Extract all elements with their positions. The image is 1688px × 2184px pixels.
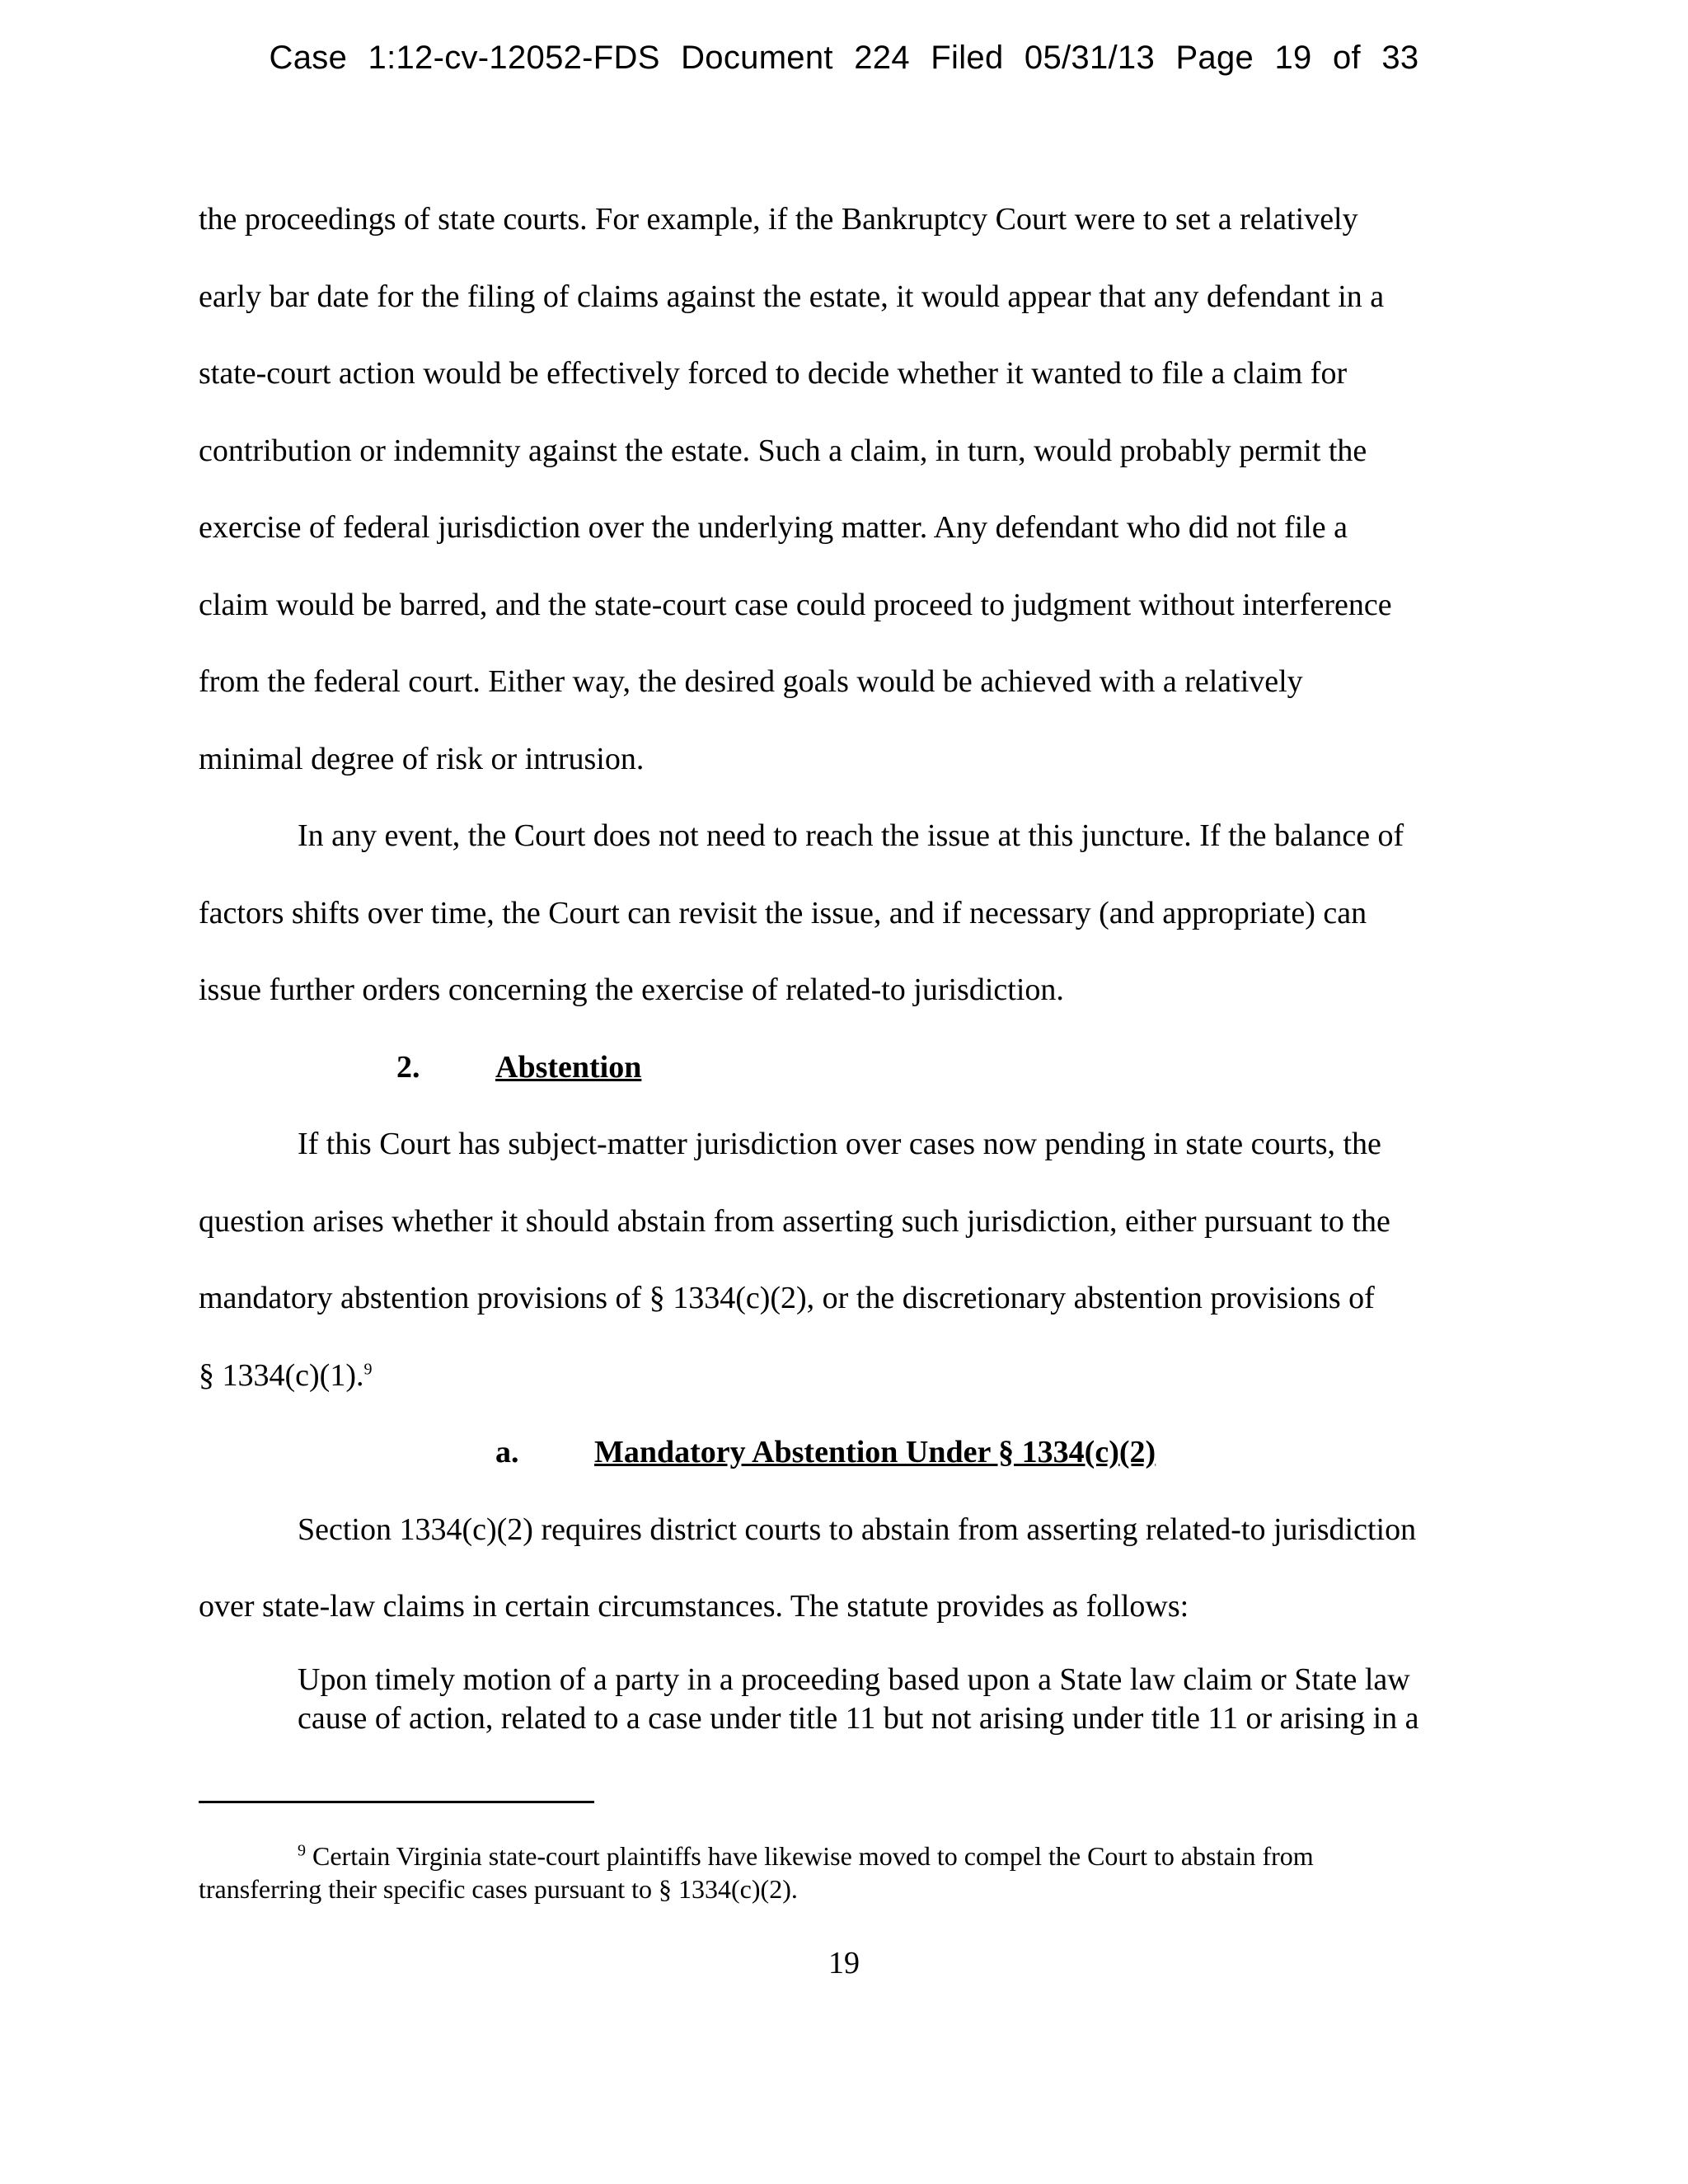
paragraph-line: In any event, the Court does not need to reach the issue at this juncture. If the balance of [298, 818, 1404, 853]
paragraph-text: § 1334(c)(1). [199, 1357, 364, 1393]
paragraph-line: over state-law claims in certain circumstances. The statute provides as follows: [199, 1589, 1189, 1624]
paragraph-line: issue further orders concerning the exercise of related-to jurisdiction. [199, 972, 1064, 1007]
quote-line: cause of action, related to a case under title 11 but not arising under title 11 or arising in a [298, 1701, 1419, 1736]
paragraph-line: state-court action would be effectively forced to decide whether it wanted to file a claim for [199, 356, 1348, 391]
filed-date: Filed 05/31/13 [931, 40, 1156, 76]
footnote-text: Certain Virginia state-court plaintiffs have likewise moved to compel the Court to abstain from [312, 1841, 1314, 1871]
footnote-line [199, 1840, 1484, 1872]
paragraph-line: the proceedings of state courts. For example, if the Bankruptcy Court were to set a relatively [199, 202, 1358, 237]
paragraph-line: mandatory abstention provisions of § 1334(c)(2), or the discretionary abstention provisions of [199, 1281, 1375, 1315]
footnote-separator [199, 1801, 594, 1803]
paragraph-line-with-footnote [199, 1354, 1493, 1432]
quote-line: Upon timely motion of a party in a proceeding based upon a State law claim or State law [298, 1662, 1410, 1697]
subsection-heading-mandatory-abstention [199, 1431, 1493, 1508]
subsection-number: a. [495, 1435, 519, 1469]
document-number: Document 224 [681, 40, 910, 76]
footnote-line: transferring their specific cases pursuant to § 1334(c)(2). [199, 1874, 798, 1904]
paragraph-line: from the federal court. Either way, the desired goals would be achieved with a relatively [199, 664, 1303, 699]
footnote-reference[interactable]: 9 [363, 1359, 373, 1378]
case-header [0, 36, 1688, 79]
paragraph-line: question arises whether it should abstain from asserting such jurisdiction, either pursuant to the [199, 1203, 1390, 1239]
case-number: Case 1:12-cv-12052-FDS [269, 40, 660, 76]
section-title: Abstention [495, 1049, 642, 1085]
statute-block-quote [298, 1661, 1501, 1738]
body-text [199, 198, 1493, 1662]
footnote-9 [199, 1840, 1484, 1905]
paragraph-line: exercise of federal jurisdiction over the underlying matter. Any defendant who did not file a [199, 510, 1348, 545]
paragraph-line: early bar date for the filing of claims against the estate, it would appear that any defendant in a [199, 279, 1385, 314]
paragraph-line: If this Court has subject-matter jurisdiction over cases now pending in state courts, the [298, 1127, 1381, 1161]
page-of-total: Page 19 of 33 [1175, 40, 1419, 76]
section-number: 2. [396, 1049, 420, 1085]
page-number: 19 [828, 1946, 860, 1980]
paragraph-line: Section 1334(c)(2) requires district courts to abstain from asserting related-to jurisdiction [298, 1511, 1417, 1547]
paragraph-line: claim would be barred, and the state-court case could proceed to judgment without interference [199, 587, 1392, 622]
paragraph-line: contribution or indemnity against the estate. Such a claim, in turn, would probably permit the [199, 433, 1367, 468]
section-heading-abstention [199, 1046, 1493, 1123]
footnote-number: 9 [298, 1841, 306, 1860]
paragraph-line: minimal degree of risk or intrusion. [199, 741, 645, 776]
subsection-title: Mandatory Abstention Under § 1334(c)(2) [594, 1435, 1156, 1469]
paragraph-line: factors shifts over time, the Court can revisit the issue, and if necessary (and appropriate) can [199, 895, 1367, 930]
